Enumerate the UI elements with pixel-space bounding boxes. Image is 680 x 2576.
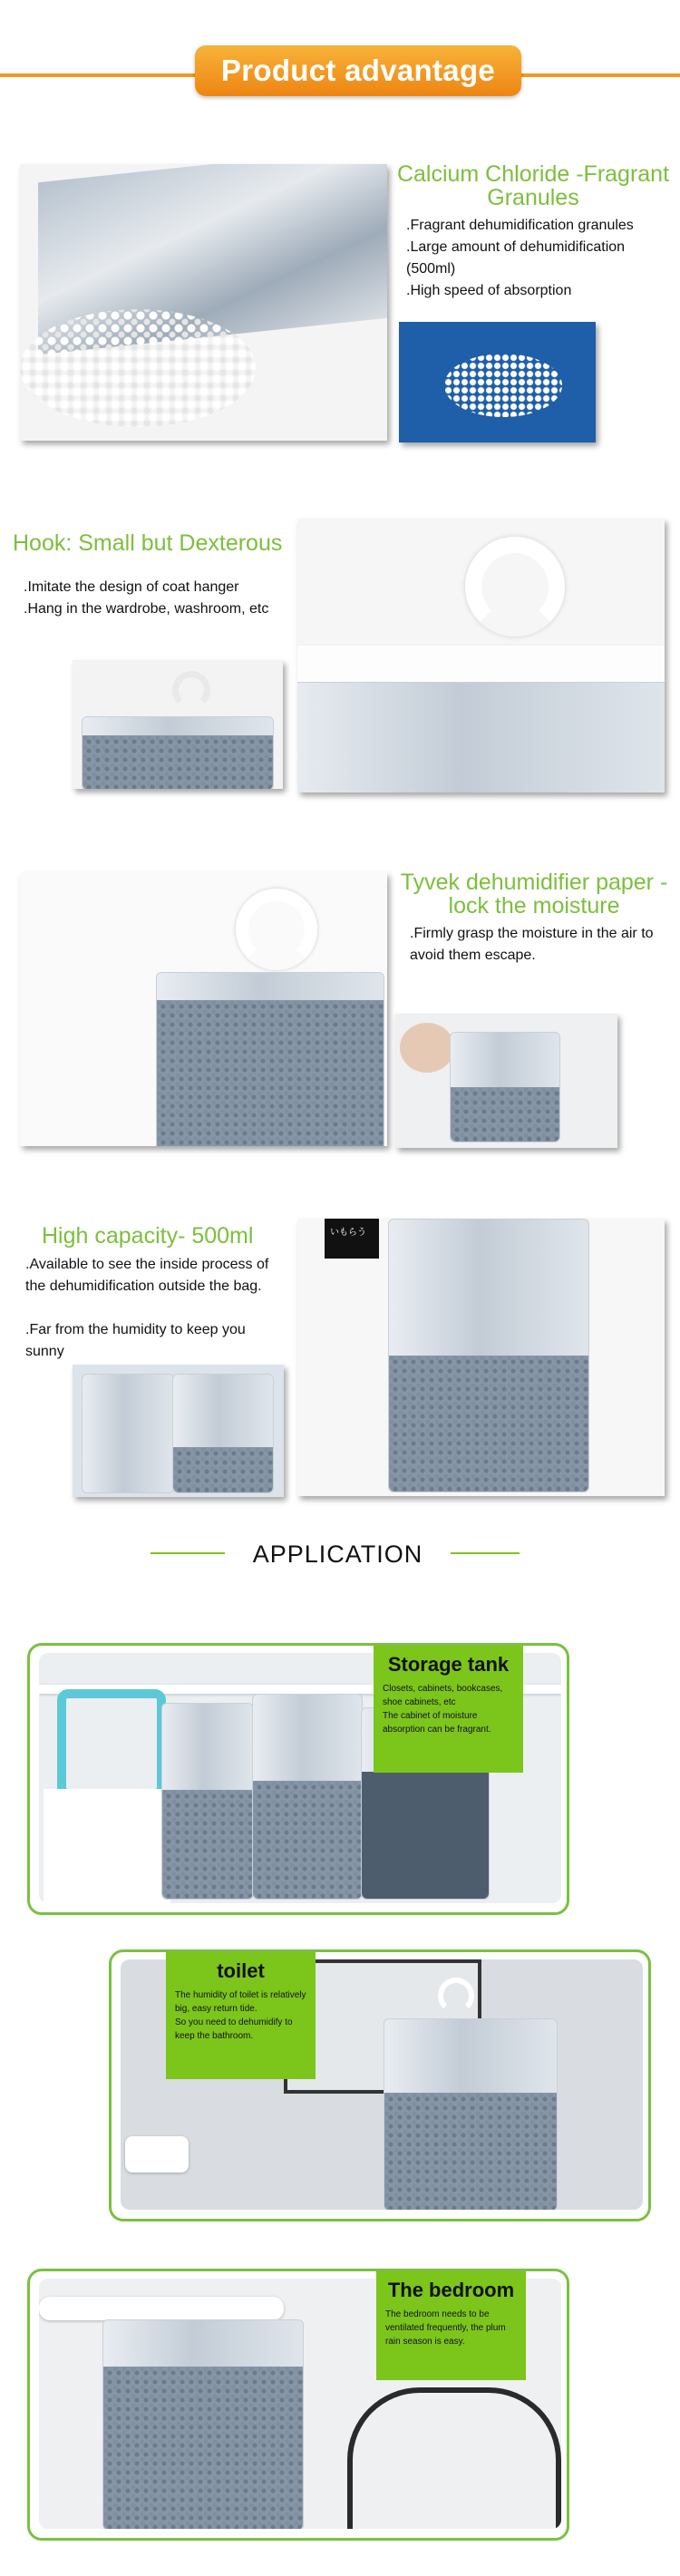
feature-title-hook: Hook: Small but Dexterous <box>13 530 283 556</box>
bedroom-tag <box>376 2271 526 2380</box>
bag <box>82 1374 174 1493</box>
application-heading: APPLICATION <box>252 1541 423 1568</box>
header-badge <box>195 45 521 96</box>
feature-point: .High speed of absorption <box>406 283 572 298</box>
storage-tank-desc: Closets, cabinets, bookcases, shoe cabinets, etc The cabinet of moisture absorption can be fragrant. <box>383 1684 503 1735</box>
feature-title-tyvek: Tyvek dehumidifier paper - lock the moisture <box>400 870 668 919</box>
feature-title-capacity: High capacity- 500ml <box>42 1223 254 1249</box>
hook-icon <box>438 1978 474 2014</box>
bedroom-panel <box>27 2269 569 2541</box>
bedroom-title: The bedroom <box>387 2279 515 2301</box>
capacity-bag-photo <box>297 1219 665 1496</box>
granules-pile <box>20 309 256 427</box>
shirt <box>44 1789 170 1903</box>
application-line-right <box>451 1552 520 1554</box>
storage-tank-tag <box>374 1646 523 1773</box>
granules-heap <box>444 354 562 417</box>
hook-icon <box>172 671 210 709</box>
hook-icon <box>465 537 565 637</box>
hand <box>400 1023 454 1073</box>
bag <box>450 1032 560 1142</box>
bag <box>297 682 665 792</box>
header-line-left <box>0 73 204 77</box>
bag <box>82 716 274 789</box>
bag-in-hand-photo <box>395 1014 617 1148</box>
granules-closeup-photo <box>399 322 596 442</box>
header-line-right <box>512 73 680 77</box>
granules-bag-photo <box>20 164 387 441</box>
bag <box>161 1703 254 1900</box>
application-line-left <box>151 1552 225 1554</box>
bag <box>252 1694 363 1900</box>
toilet-title: toilet <box>217 1959 265 1982</box>
feature-point: .Hang in the wardrobe, washroom, etc <box>24 601 269 617</box>
feature-point: .Far from the humidity to keep you sunny <box>25 1322 246 1359</box>
header-title: Product advantage <box>220 53 496 87</box>
feature-point: .Large amount of dehumidification (500ml) <box>406 239 626 277</box>
feature-point: .Fragrant dehumidification granules <box>406 218 634 233</box>
bag <box>172 1374 274 1493</box>
feature-title-granules: Calcium Chloride -Fragrant Granules <box>396 161 670 210</box>
feature-point: .Imitate the design of coat hanger <box>24 579 239 595</box>
bag-brand-text: いもらう <box>330 1228 366 1238</box>
hook-icon <box>236 889 317 970</box>
toilet-panel <box>109 1949 651 2221</box>
tap <box>125 2136 189 2173</box>
hook-bag-small-photo <box>73 660 283 789</box>
curtain-rod <box>39 2297 284 2320</box>
bag <box>384 2018 558 2210</box>
bag-compare-photo <box>73 1365 284 1497</box>
toilet-tag <box>166 1952 316 2079</box>
bed-headboard <box>347 2387 561 2529</box>
storage-tank-panel <box>27 1643 569 1915</box>
bedroom-desc: The bedroom needs to be ventilated frequently, the plum rain season is easy. <box>385 2309 506 2347</box>
feature-point: .Firmly grasp the moisture in the air to avoid them escape. <box>410 926 654 963</box>
hanger-icon <box>57 1689 166 1798</box>
bag-label <box>325 1219 379 1259</box>
bag <box>102 2319 304 2529</box>
toilet-desc: The humidity of toilet is relatively big, easy return tide. So you need to dehumidify to keep the bathroom. <box>175 1990 306 2041</box>
bag <box>388 1219 589 1492</box>
tyvek-bag-photo <box>20 872 387 1146</box>
storage-tank-title: Storage tank <box>387 1653 510 1676</box>
hook-closeup-photo <box>297 519 665 792</box>
feature-point: .Available to see the inside process of the dehumidification outside the bag. <box>25 1257 269 1294</box>
bag <box>156 972 384 1146</box>
